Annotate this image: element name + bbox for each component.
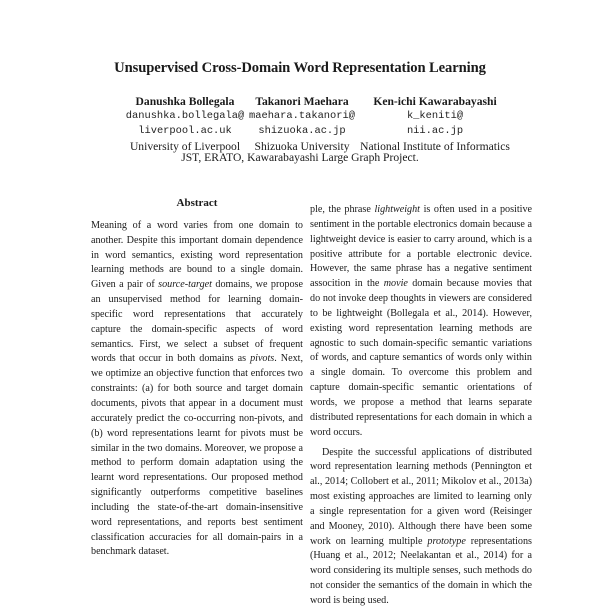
body-text: domain because movies that do not invoke deep thoughts in viewers are considered to be lightweight (Bollegala et al., 2014). However, existing word representation learning methods are agnostic to such domain-specific semantic variations of words, and capture semantics of words only within a single domain. To overcome this problem and capture domain-specific semantic orientations of words, we propose a method that learns separate distributed representations for each domain in which a word occurs. [310, 278, 532, 438]
author-name: Takanori Maehara [255, 95, 349, 108]
abstract-emphasis: source-target [158, 279, 212, 291]
author-name: Ken-ichi Kawarabayashi [373, 95, 497, 108]
intro-paragraph [310, 446, 532, 609]
abstract-emphasis: pivots [250, 353, 275, 365]
author-affiliation: National Institute of Informatics [360, 140, 510, 153]
author-email: maehara.takanori@ [248, 110, 355, 122]
author-email: k_keniti@ [406, 110, 464, 122]
body-text: Despite the successful applications of distributed word representation learning methods (Pennington et al., 2014; Collobert et al., 2011; Mikolov et al., 2013a) most existing approaches are limited to learning only a single representation for a given word (Reisinger and Mooney, 2010). Although there have been some work on learning multiple [310, 446, 532, 547]
body-text: is often used in a positive sentiment in the portable electronics domain because a lightweight device is easier to carry around, which is a positive attribute for a portable electronic device. However, the same phrase has a negative sentiment assocition in the [310, 204, 533, 290]
abstract-text: Meaning of a word varies from one domain to another. Despite this important domain dependence in word semantics, existing word representation learning methods are bound to a single domain. Given a pair of [91, 219, 303, 291]
body-text: ple, the phrase [310, 204, 375, 215]
body-emphasis: lightweight [374, 204, 420, 215]
author-name: Danushka Bollegala [135, 95, 235, 108]
author-affiliation: University of Liverpool [129, 140, 241, 153]
paper-title: Unsupervised Cross-Domain Word Representation Learning [114, 60, 486, 76]
author-email-domain: nii.ac.jp [406, 125, 464, 137]
abstract-column [89, 196, 305, 560]
body-emphasis: prototype [427, 535, 466, 547]
author-3 [350, 94, 520, 154]
author-affiliation: Shizuoka University [254, 140, 350, 153]
body-emphasis: movie [383, 278, 408, 290]
author-email-domain: liverpool.ac.uk [138, 125, 232, 137]
author-email: danushka.bollegala@ [125, 110, 245, 122]
author-email-domain: shizuoka.ac.jp [258, 125, 346, 137]
abstract-heading: Abstract [176, 197, 218, 209]
author-block [0, 94, 600, 154]
intro-column [310, 203, 532, 609]
abstract-text: domains, we propose an unsupervised method for learning domain-specific word representations that accurately capture the domain-specific aspects of word semantics. First, we select a subset of frequent words that occur in both domains as [91, 279, 303, 365]
body-text: representations (Huang et al., 2012; Neelakantan et al., 2014) for a word considering its multiple senses, such methods do not consider the semantics of the domain in which the word is being used. [310, 535, 532, 606]
intro-paragraph [310, 203, 532, 441]
abstract-body [89, 219, 305, 560]
abstract-text: . Next, we optimize an objective function that enforces two constraints: (a) for both source and target domain documents, pivots that appear in a document must accurately predict the co-occurring non-pivots, and (b) word representations learnt for pivots must be similar in the two domains. Moreover, we propose a method to perform domain adaptation using the learnt word representations. Our proposed method significantly outperforms competitive baselines including the state-of-the-art domain-insensitive word representations, and reports best sentiment classification accuracies for all domain-pairs in a benchmark dataset. [91, 353, 303, 558]
shared-affiliation: JST, ERATO, Kawarabayashi Large Graph Project. [181, 151, 419, 164]
